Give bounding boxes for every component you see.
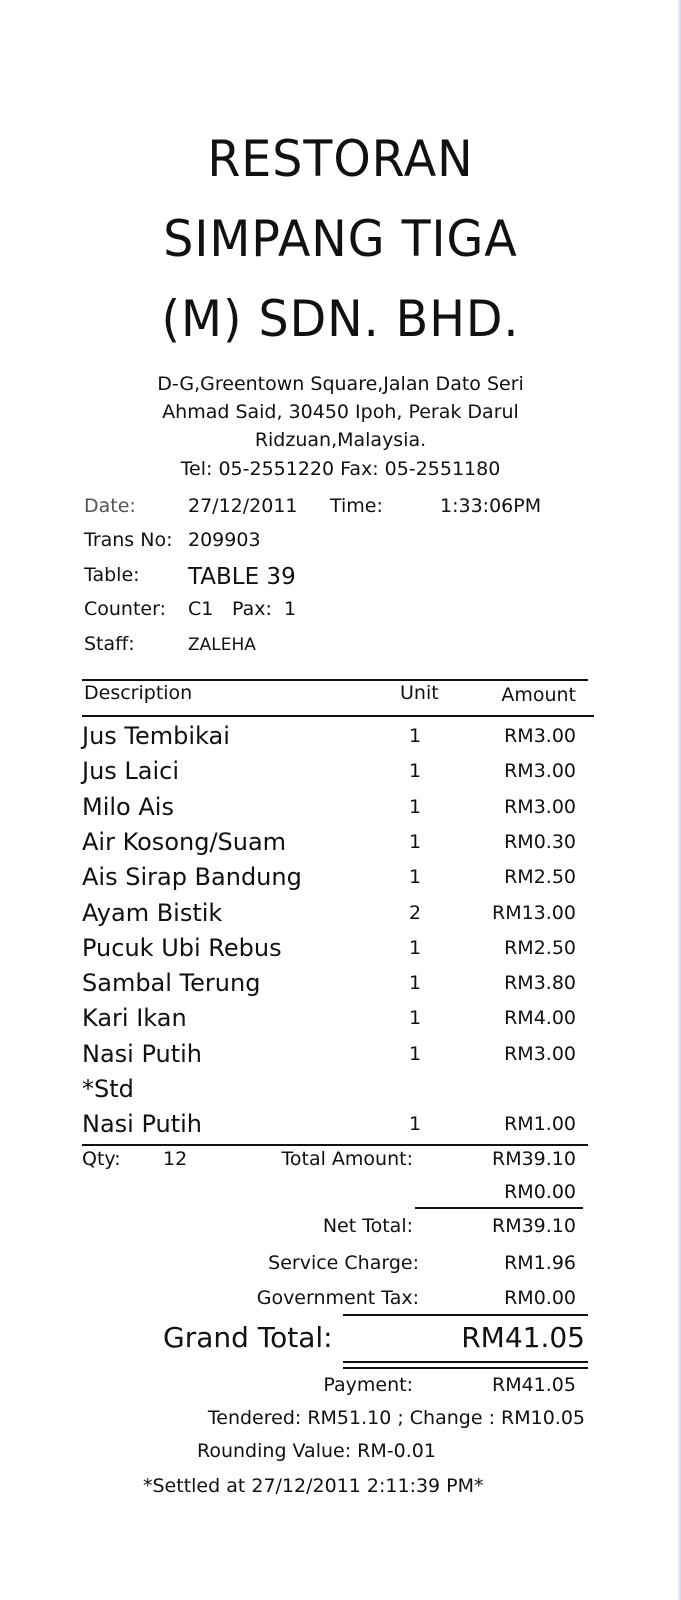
pax-label: Pax: — [232, 598, 272, 620]
counter-value: C1 — [188, 598, 214, 620]
item-name: Sambal Terung — [82, 969, 261, 998]
item-unit: 1 — [408, 760, 422, 783]
address-line: D-G,Greentown Square,Jalan Dato Seri — [157, 373, 524, 395]
item-unit: 1 — [408, 866, 422, 889]
column-unit: Unit — [400, 682, 439, 704]
item-name: Nasi Putih — [82, 1110, 203, 1139]
staff-label: Staff: — [84, 633, 135, 655]
item-amount: RM1.00 — [504, 1113, 576, 1136]
divider — [82, 715, 594, 717]
service-charge-label: Service Charge: — [268, 1252, 419, 1274]
item-amount: RM2.50 — [504, 866, 576, 889]
qty-label: Qty: — [82, 1148, 121, 1170]
payment-label: Payment: — [323, 1374, 413, 1396]
rounding-value: Rounding Value: RM-0.01 — [197, 1440, 436, 1462]
restaurant-name-line-1: RESTORAN — [207, 130, 474, 188]
item-amount: RM3.00 — [504, 760, 576, 783]
double-rule — [343, 1367, 588, 1369]
item-name: Jus Tembikai — [82, 722, 230, 750]
item-name: Ais Sirap Bandung — [82, 863, 302, 892]
item-unit: 1 — [408, 972, 422, 995]
total-amount-value: RM39.10 — [492, 1148, 576, 1170]
staff-value: ZALEHA — [188, 635, 256, 655]
date-label: Date: — [84, 495, 136, 517]
item-name: Ayam Bistik — [82, 898, 223, 927]
total-amount-label: Total Amount: — [281, 1148, 413, 1170]
discount-value: RM0.00 — [504, 1181, 576, 1203]
item-unit: 1 — [408, 1042, 422, 1065]
tendered-change: Tendered: RM51.10 ; Change : RM10.05 — [207, 1407, 585, 1429]
counter-label: Counter: — [84, 598, 166, 620]
item-amount: RM3.00 — [504, 725, 576, 747]
item-unit: 1 — [408, 795, 422, 818]
item-amount: RM3.00 — [504, 795, 576, 818]
item-amount: RM2.50 — [504, 936, 576, 959]
qty-value: 12 — [163, 1148, 188, 1170]
trans-value: 209903 — [188, 529, 261, 551]
time-label: Time: — [330, 495, 383, 517]
item-amount: RM3.00 — [504, 1042, 576, 1065]
payment-value: RM41.05 — [492, 1374, 576, 1396]
item-amount: RM3.80 — [504, 972, 576, 995]
column-amount: Amount — [501, 684, 576, 706]
divider — [415, 1207, 583, 1209]
date-value: 27/12/2011 — [188, 495, 298, 517]
restaurant-name-line-3: (M) SDN. BHD. — [161, 290, 520, 348]
divider — [343, 1314, 588, 1316]
grand-total-value: RM41.05 — [461, 1321, 585, 1354]
phone-fax: Tel: 05-2551220 Fax: 05-2551180 — [180, 458, 501, 480]
table-value: TABLE 39 — [188, 564, 296, 590]
government-tax-label: Government Tax: — [256, 1287, 419, 1309]
scan-edge — [677, 0, 681, 1600]
government-tax-value: RM0.00 — [504, 1287, 576, 1309]
table-label: Table: — [84, 564, 140, 586]
trans-label: Trans No: — [84, 529, 173, 551]
net-total-label: Net Total: — [322, 1215, 413, 1237]
item-amount: RM4.00 — [504, 1007, 576, 1030]
item-unit: 1 — [408, 936, 422, 959]
double-rule — [343, 1361, 588, 1363]
divider — [82, 679, 588, 681]
item-unit: 1 — [408, 725, 422, 747]
pax-value: 1 — [284, 598, 297, 620]
item-unit: 1 — [408, 830, 422, 853]
net-total-value: RM39.10 — [492, 1215, 576, 1237]
item-name: Kari Ikan — [82, 1004, 187, 1033]
column-description: Description — [84, 682, 193, 704]
settled-at: *Settled at 27/12/2011 2:11:39 PM* — [143, 1475, 484, 1497]
address-line: Ahmad Said, 30450 Ipoh, Perak Darul — [162, 401, 519, 423]
grand-total-label: Grand Total: — [163, 1321, 333, 1354]
item-name: Milo Ais — [82, 792, 174, 821]
item-name: Nasi Putih — [82, 1039, 203, 1068]
item-unit: 1 — [408, 1007, 422, 1030]
item-unit: 1 — [408, 1113, 422, 1136]
service-charge-value: RM1.96 — [504, 1252, 576, 1274]
item-amount: RM13.00 — [492, 901, 576, 924]
address-line: Ridzuan,Malaysia. — [254, 429, 427, 451]
item-unit: 2 — [408, 901, 422, 924]
restaurant-name-line-2: SIMPANG TIGA — [163, 210, 518, 268]
divider — [82, 1144, 588, 1146]
item-amount: RM0.30 — [504, 830, 576, 853]
item-name: Pucuk Ubi Rebus — [82, 933, 282, 962]
item-name: *Std — [82, 1075, 134, 1103]
item-name: Air Kosong/Suam — [82, 827, 287, 856]
time-value: 1:33:06PM — [440, 495, 542, 517]
item-name: Jus Laici — [82, 757, 180, 786]
